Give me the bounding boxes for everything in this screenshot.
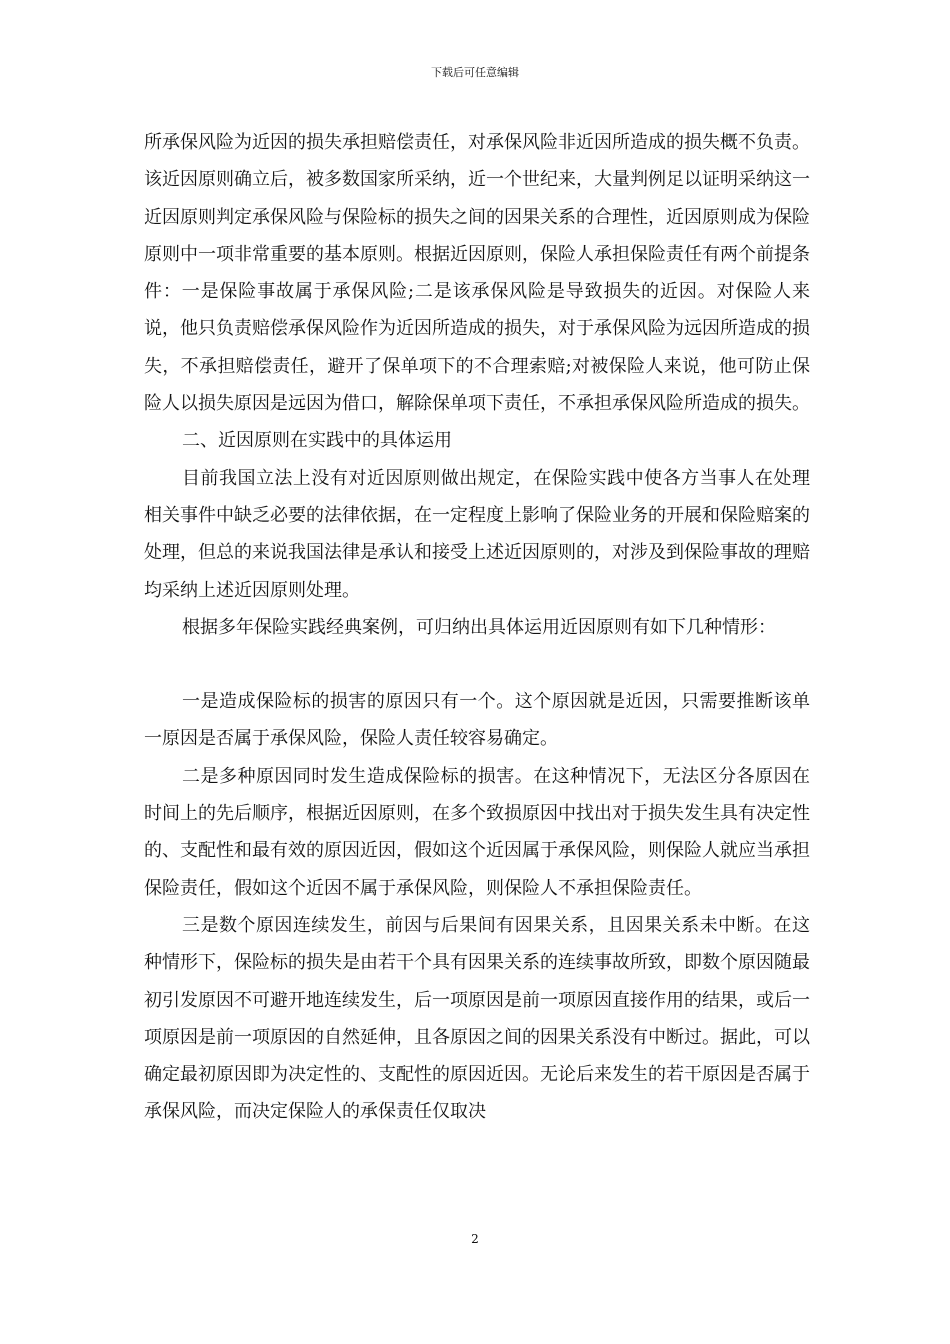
section-heading: 二、近因原则在实践中的具体运用 <box>182 430 452 452</box>
body-text <box>144 124 810 1131</box>
blank-line <box>144 646 810 683</box>
paragraph-continuation: 所承保风险为近因的损失承担赔偿责任，对承保风险非近因所造成的损失概不负责。该近因原则确立后，被多数国家所采纳，近一个世纪来，大量判例足以证明采纳这一近因原则判定承保风险与保险标的损失之间的因果关系的合理性，近因原则成为保险原则中一项非常重要的基本原则。根据近因原则，保险人承担保险责任有两个前提条件：一是保险事故属于承保风险;二是该承保风险是导致损失的近因。对保险人来说，他只负责赔偿承保风险作为近因所造成的损失，对于承保风险为远因所造成的损失，不承担赔偿责任，避开了保单项下的不合理索赔;对被保险人来说，他可防止保险人以损失原因是远因为借口，解除保单项下责任，不承担承保风险所造成的损失。 <box>144 132 810 415</box>
paragraph: 一是造成保险标的损害的原因只有一个。这个原因就是近因，只需要推断该单一原因是否属于承保风险，保险人责任较容易确定。 <box>144 691 810 750</box>
paragraph: 目前我国立法上没有对近因原则做出规定，在保险实践中使各方当事人在处理相关事件中缺乏必要的法律依据，在一定程度上影响了保险业务的开展和保险赔案的处理，但总的来说我国法律是承认和接受上述近因原则的，对涉及到保险事故的理赔均采纳上述近因原则处理。 <box>144 467 810 601</box>
page-number: 2 <box>471 1232 479 1246</box>
paragraph: 三是数个原因连续发生，前因与后果间有因果关系，且因果关系未中断。在这种情形下，保险标的损失是由若干个具有因果关系的连续事故所致，即数个原因随最初引发原因不可避开地连续发生，后一项原因是前一项原因直接作用的结果，或后一项原因是前一项原因的自然延伸，且各原因之间的因果关系没有中断过。据此，可以确定最初原因即为决定性的、支配性的原因近因。无论后来发生的若干原因是否属于承保风险，而决定保险人的承保责任仅取决 <box>144 914 810 1123</box>
paragraph: 二是多种原因同时发生造成保险标的损害。在这种情况下，无法区分各原因在时间上的先后顺序，根据近因原则，在多个致损原因中找出对于损失发生具有决定性的、支配性和最有效的原因近因，假如这个近因属于承保风险，则保险人就应当承担保险责任，假如这个近因不属于承保风险，则保险人不承担保险责任。 <box>144 765 810 899</box>
paragraph: 根据多年保险实践经典案例，可归纳出具体运用近因原则有如下几种情形： <box>182 616 776 638</box>
page-header: 下载后可任意编辑 <box>431 66 519 79</box>
